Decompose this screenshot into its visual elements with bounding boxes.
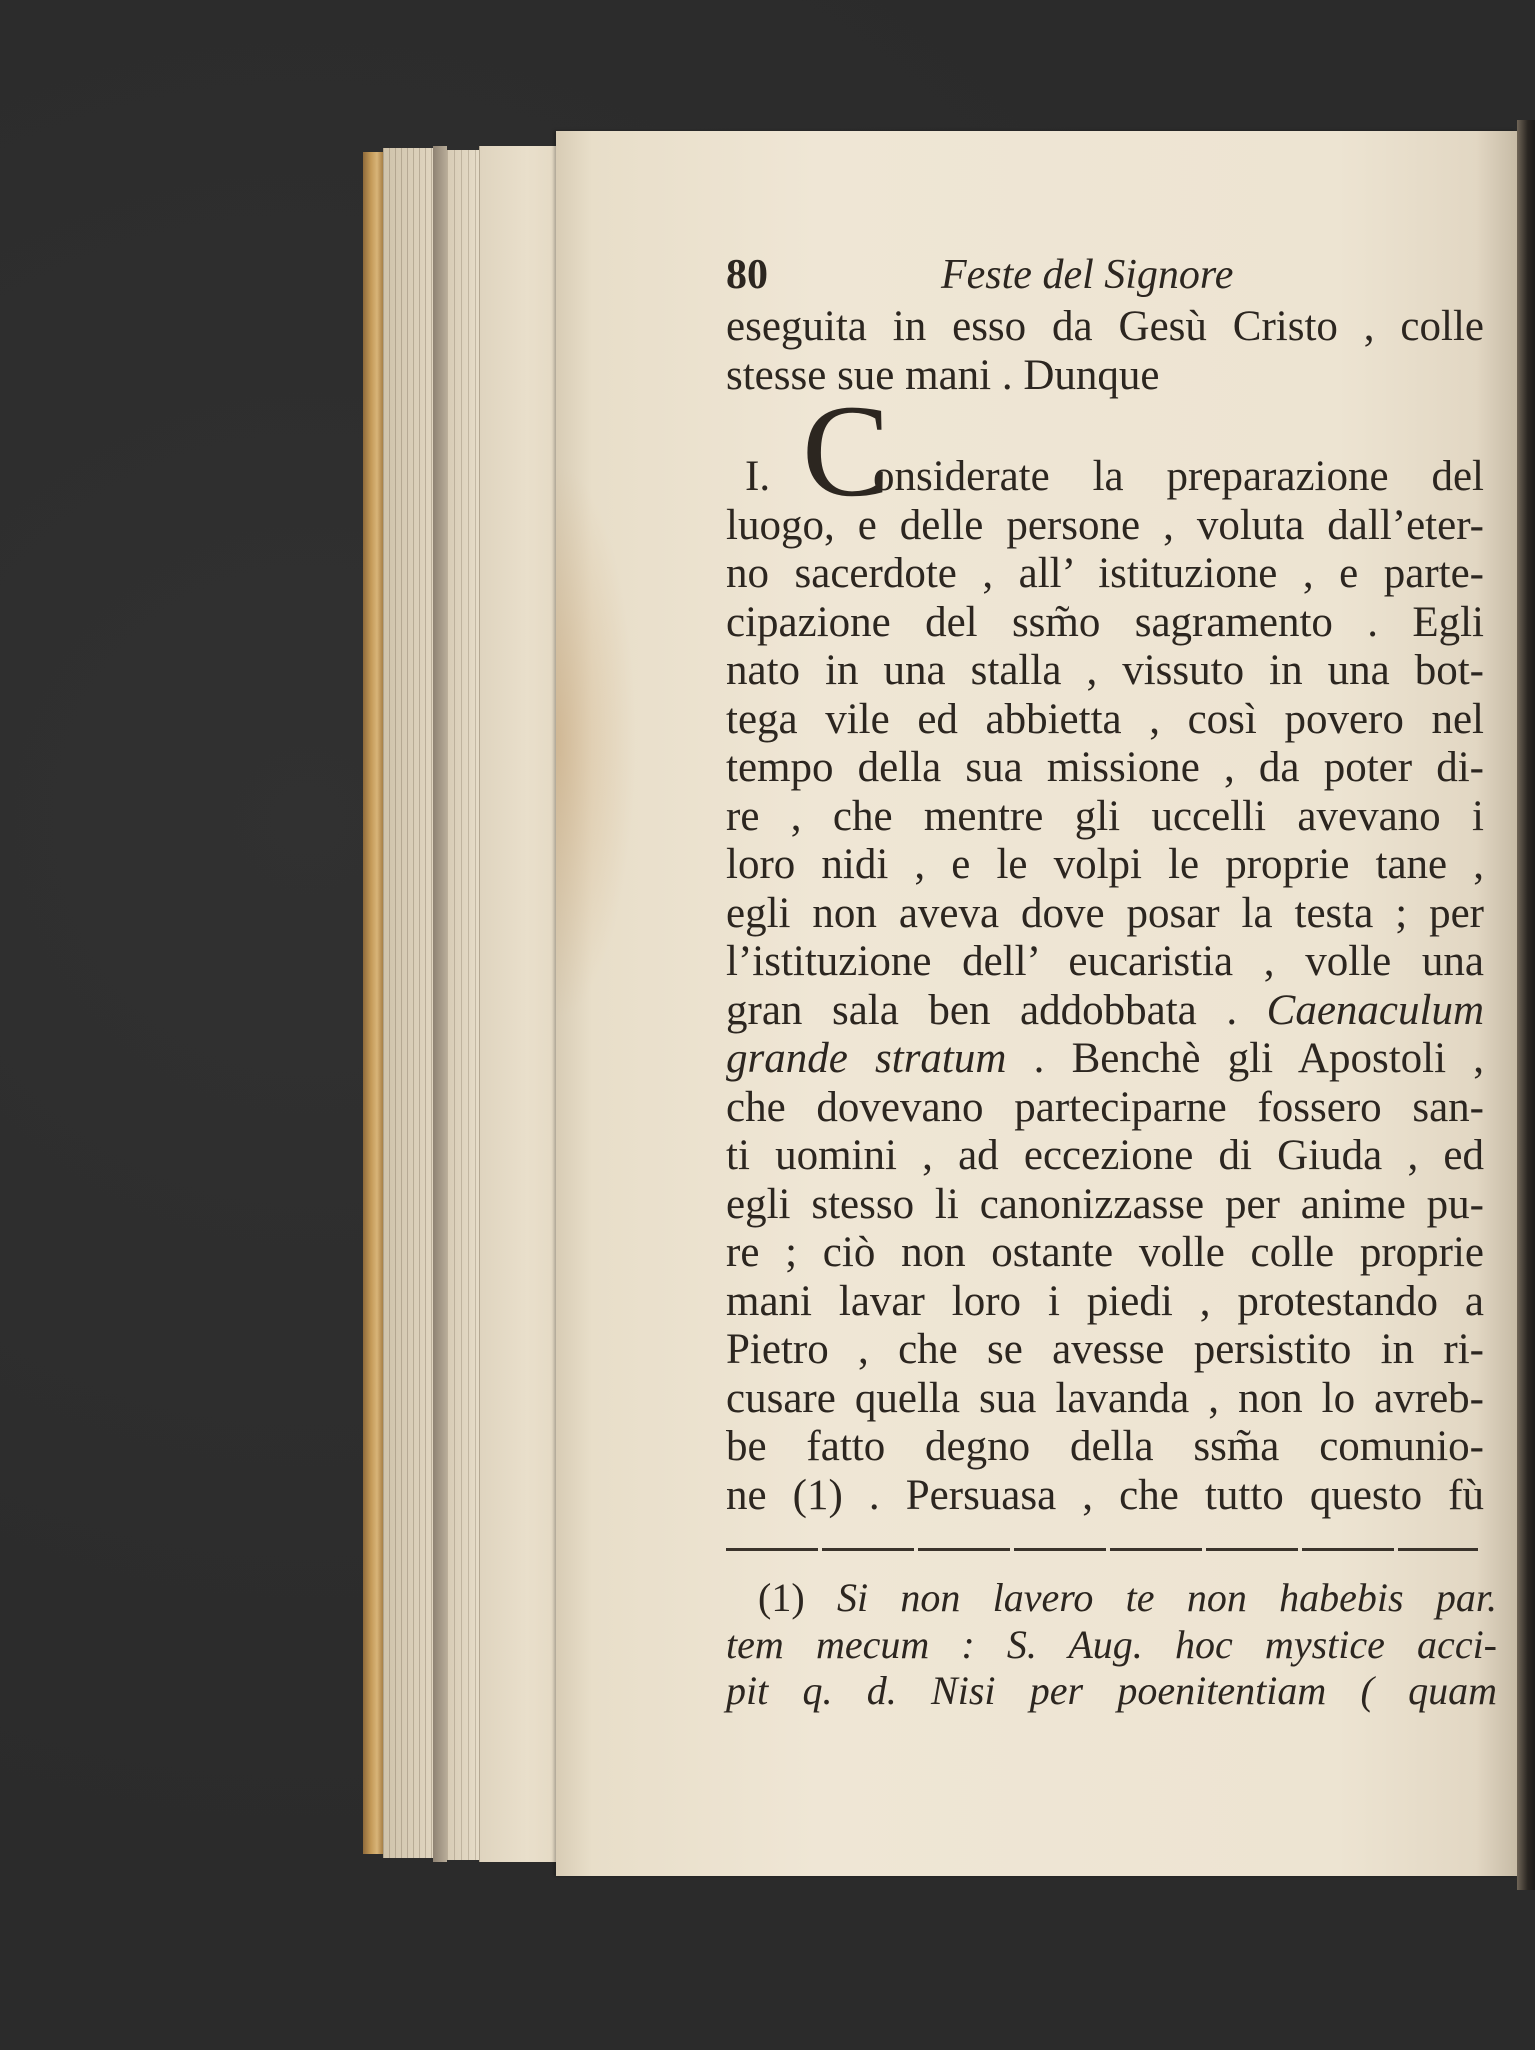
- text-italic: Caenaculum: [1266, 986, 1484, 1034]
- text-line: tempo della sua missione , da poter di-: [726, 744, 1484, 791]
- text-line: cusare quella sua lavanda , non lo avreb-: [726, 1374, 1484, 1422]
- footnote-line: [726, 1575, 1497, 1622]
- drop-cap-line-rest: onsiderate la preparazione del: [873, 453, 1484, 500]
- text-line: Pietro , che se avesse persistito in ri-: [726, 1326, 1484, 1373]
- text-line: egli stesso li canonizzasse per anime pu-: [726, 1180, 1484, 1228]
- foxing-stain: [556, 461, 636, 1021]
- gilt-edge: [363, 152, 383, 1854]
- footnote: [726, 1575, 1497, 1715]
- text-line-mixed: [726, 987, 1484, 1036]
- text-line: stesse sue mani . Dunque: [726, 351, 1160, 399]
- text-roman: . Benchè gli Apostoli ,: [1006, 1035, 1484, 1082]
- text-line: ti uomini , ad eccezione di Giuda , ed: [726, 1132, 1484, 1179]
- page-edge-strip: [479, 146, 559, 1862]
- text-line: re ; ciò non ostante volle colle proprie: [726, 1229, 1484, 1276]
- page-edge-strip: [447, 150, 479, 1860]
- footnote-ref: (1): [758, 1575, 837, 1620]
- text-line: l’istituzione dell’ eucaristia , volle una: [726, 938, 1484, 985]
- page-number: 80: [726, 252, 768, 298]
- text-line-drop-cap: [726, 377, 1484, 524]
- body-text: [726, 303, 1484, 1520]
- text-line-mixed: [726, 1035, 1484, 1084]
- text-line: nato in una stalla , vissuto in una bot-: [726, 647, 1484, 694]
- text-line: be fatto degno della ssm̃a comunio-: [726, 1423, 1484, 1470]
- section-numeral: I.: [745, 453, 771, 500]
- page-edges: [363, 146, 558, 1862]
- text-line: cipazione del ssm̃o sagramento . Egli: [726, 598, 1484, 646]
- text-roman: gran sala ben addobbata .: [726, 986, 1267, 1034]
- binding-gutter: [1517, 120, 1535, 1890]
- running-head: Feste del Signore: [941, 252, 1234, 298]
- text-line: no sacerdote , all’ istituzione , e parte-: [726, 550, 1484, 597]
- text-line: ne (1) . Persuasa , che tutto questo fù: [726, 1471, 1484, 1519]
- page-edge-strip: [383, 148, 433, 1858]
- text-line: re , che mentre gli uccelli avevano i: [726, 792, 1484, 840]
- text-italic: grande stratum: [726, 1035, 1007, 1082]
- text-line: egli non aveva dove posar la testa ; per: [726, 889, 1484, 937]
- footnote-line: pit q. d. Nisi per poenitentiam ( quam: [726, 1668, 1497, 1713]
- text-line: eseguita in esso da Gesù Cristo , colle: [726, 303, 1484, 350]
- footnote-line: tem mecum : S. Aug. hoc mystice acci-: [726, 1621, 1497, 1667]
- text-line: che dovevano parteciparne fossero san-: [726, 1083, 1484, 1131]
- text-line: tega vile ed abbietta , così povero nel: [726, 695, 1484, 743]
- page-edge-shadow: [433, 146, 447, 1862]
- text-line: mani lavar loro i piedi , protestando a: [726, 1277, 1484, 1325]
- text-line: luogo, e delle persone , voluta dall’eter-: [726, 501, 1484, 549]
- text-line: loro nidi , e le volpi le proprie tane ,: [726, 841, 1484, 888]
- drop-cap: C: [802, 377, 891, 524]
- footnote-rule: [726, 1548, 1478, 1551]
- footnote-italic: Si non lavero te non habebis par.: [836, 1575, 1498, 1620]
